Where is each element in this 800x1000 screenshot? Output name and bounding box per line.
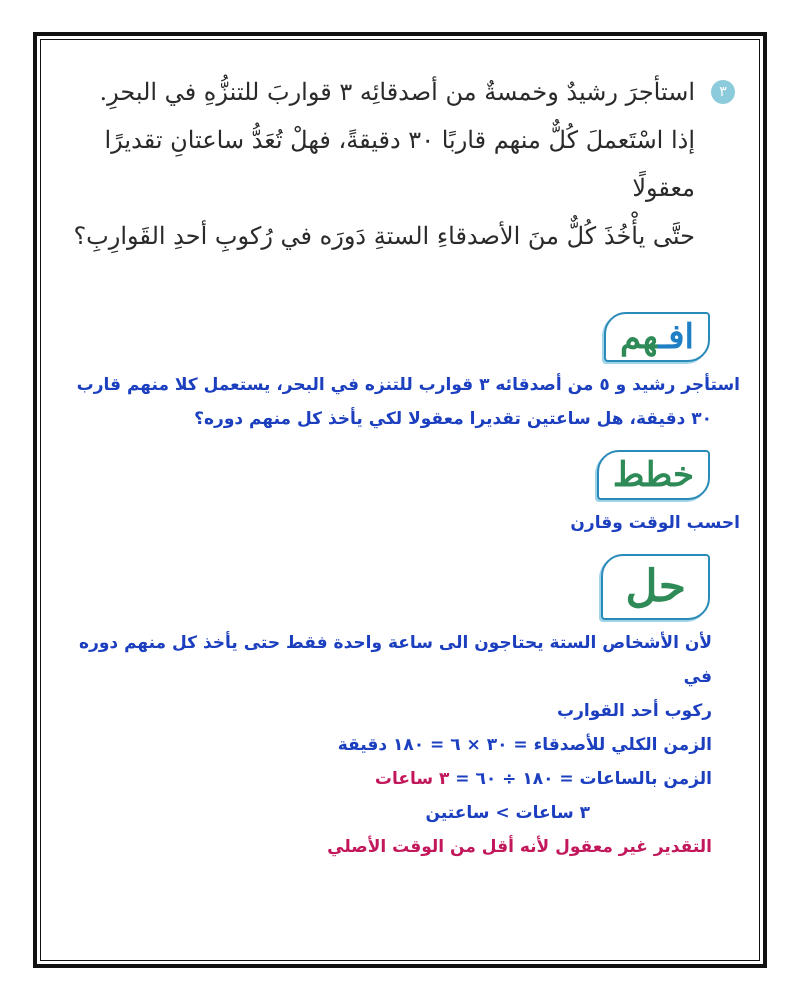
understand-line-1: استأجر رشيد و ٥ من أصدقائه ٣ قوارب للتنزه في البحر، يستعمل كلا منهم قارب — [76, 375, 740, 395]
problem-line-3: حتَّى يأْخُذَ كُلٌّ منَ الأصدقاءِ الستةِ دَورَه في رُكوبِ أحدِ القَوارِبِ؟ — [73, 222, 695, 250]
plan-heading: خطط — [597, 450, 710, 500]
understand-line-2: ٣٠ دقيقة، هل ساعتين تقديرا معقولا لكي يأخذ كل منهم دوره؟ — [194, 409, 712, 429]
understand-body — [60, 368, 740, 436]
understand-heading-part-a: افـ — [658, 317, 694, 357]
total-time-equation: الزمن الكلي للأصدقاء = ٣٠ × ٦ = ١٨٠ دقيقة — [337, 735, 712, 755]
solve-line-1: لأن الأشخاص الستة يحتاجون الى ساعة واحدة فقط حتى يأخذ كل منهم دوره في — [79, 633, 712, 687]
problem-line-1: استأجرَ رشيدٌ وخمسةٌ من أصدقائِه ٣ قواربَ للتنزُّهِ في البحرِ. — [99, 78, 695, 106]
problem-line-2: إذا اسْتَعملَ كُلٌّ منهم قاربًا ٣٠ دقيقةً، فهلْ تُعَدُّ ساعتانِ تقديرًا معقولًا — [104, 126, 695, 202]
hours-result: ٣ ساعات — [374, 769, 450, 789]
solve-line-3 — [60, 728, 740, 762]
problem-number-badge: ٣ — [711, 80, 735, 104]
hours-equation: الزمن بالساعات = ١٨٠ ÷ ٦٠ = — [449, 769, 712, 789]
solve-body — [60, 626, 740, 864]
solve-heading: حل — [601, 554, 710, 620]
solve-line-4 — [60, 762, 740, 796]
solve-line-5: ٣ ساعات > ساعتين — [425, 803, 590, 823]
problem-statement — [60, 68, 740, 260]
document-content — [60, 60, 740, 864]
plan-line: احسب الوقت وقارن — [570, 513, 740, 533]
plan-body — [60, 506, 740, 540]
understand-heading — [604, 312, 710, 362]
solve-conclusion: التقدير غير معقول لأنه أقل من الوقت الأصلي — [327, 837, 712, 857]
understand-heading-part-b: هم — [620, 317, 659, 357]
solve-line-2: ركوب أحد القوارب — [557, 701, 712, 721]
